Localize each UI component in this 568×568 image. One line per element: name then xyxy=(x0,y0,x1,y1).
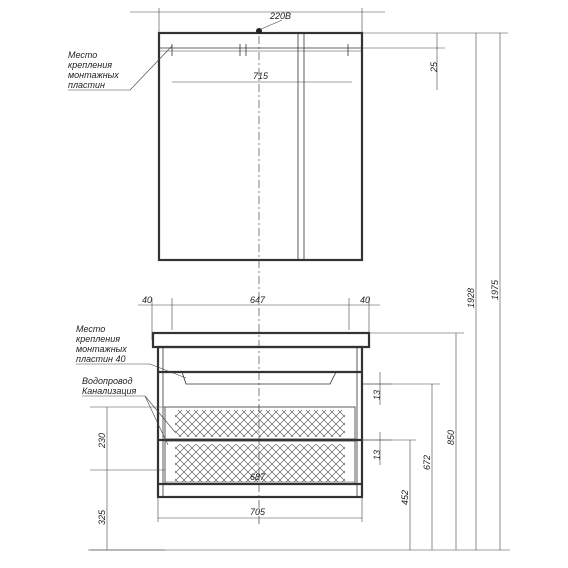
water-supply-label: Водопровод xyxy=(82,376,133,386)
dim-672: 672 xyxy=(422,454,432,470)
mirror-mount-annotation xyxy=(68,46,172,90)
mirror-mount-line-1: Место xyxy=(68,50,98,60)
dim-13-bottom: 13 xyxy=(372,449,382,460)
mirror-cabinet-body xyxy=(159,33,362,260)
left-height-dims xyxy=(90,407,165,550)
dim-25: 25 xyxy=(429,61,439,72)
dim-850: 850 xyxy=(446,429,456,445)
mirror-mount-line-3: монтажных xyxy=(68,70,119,80)
dim-40-right: 40 xyxy=(360,295,371,305)
upper-drawer-hatch xyxy=(175,410,345,437)
dim-715: 715 xyxy=(253,71,269,81)
dim-40-left: 40 xyxy=(142,295,153,305)
utilities-annotation xyxy=(82,376,175,445)
dim-687: 687 xyxy=(250,472,266,482)
basin-top xyxy=(153,333,369,347)
dim-452: 452 xyxy=(400,489,410,505)
cabinet-mount-line-2: крепления xyxy=(76,334,121,344)
mirror-mount-line-2: крепления xyxy=(68,60,113,70)
dim-647: 647 xyxy=(250,295,266,305)
power-outlet-leader xyxy=(259,20,282,30)
cabinet-mount-line-4: пластин 40 xyxy=(76,354,126,364)
power-outlet-icon xyxy=(256,28,262,34)
dim-1975: 1975 xyxy=(490,279,500,300)
utilities-leader-1 xyxy=(145,396,175,432)
dim-705: 705 xyxy=(250,507,266,517)
dim-1928: 1928 xyxy=(466,287,476,308)
dim-13-top: 13 xyxy=(372,389,382,400)
cabinet-mount-line-1: Место xyxy=(76,324,106,334)
sewage-label: Канализация xyxy=(82,386,137,396)
mirror-cabinet xyxy=(130,8,445,260)
mirror-mount-line-4: пластин xyxy=(68,80,105,90)
cabinet-mount-line-3: монтажных xyxy=(76,344,127,354)
utilities-leader-2 xyxy=(145,396,168,445)
mirror-mount-leader xyxy=(130,46,172,90)
dim-325: 325 xyxy=(97,509,107,525)
power-label: 220В xyxy=(270,11,292,21)
dim-230: 230 xyxy=(97,432,107,448)
